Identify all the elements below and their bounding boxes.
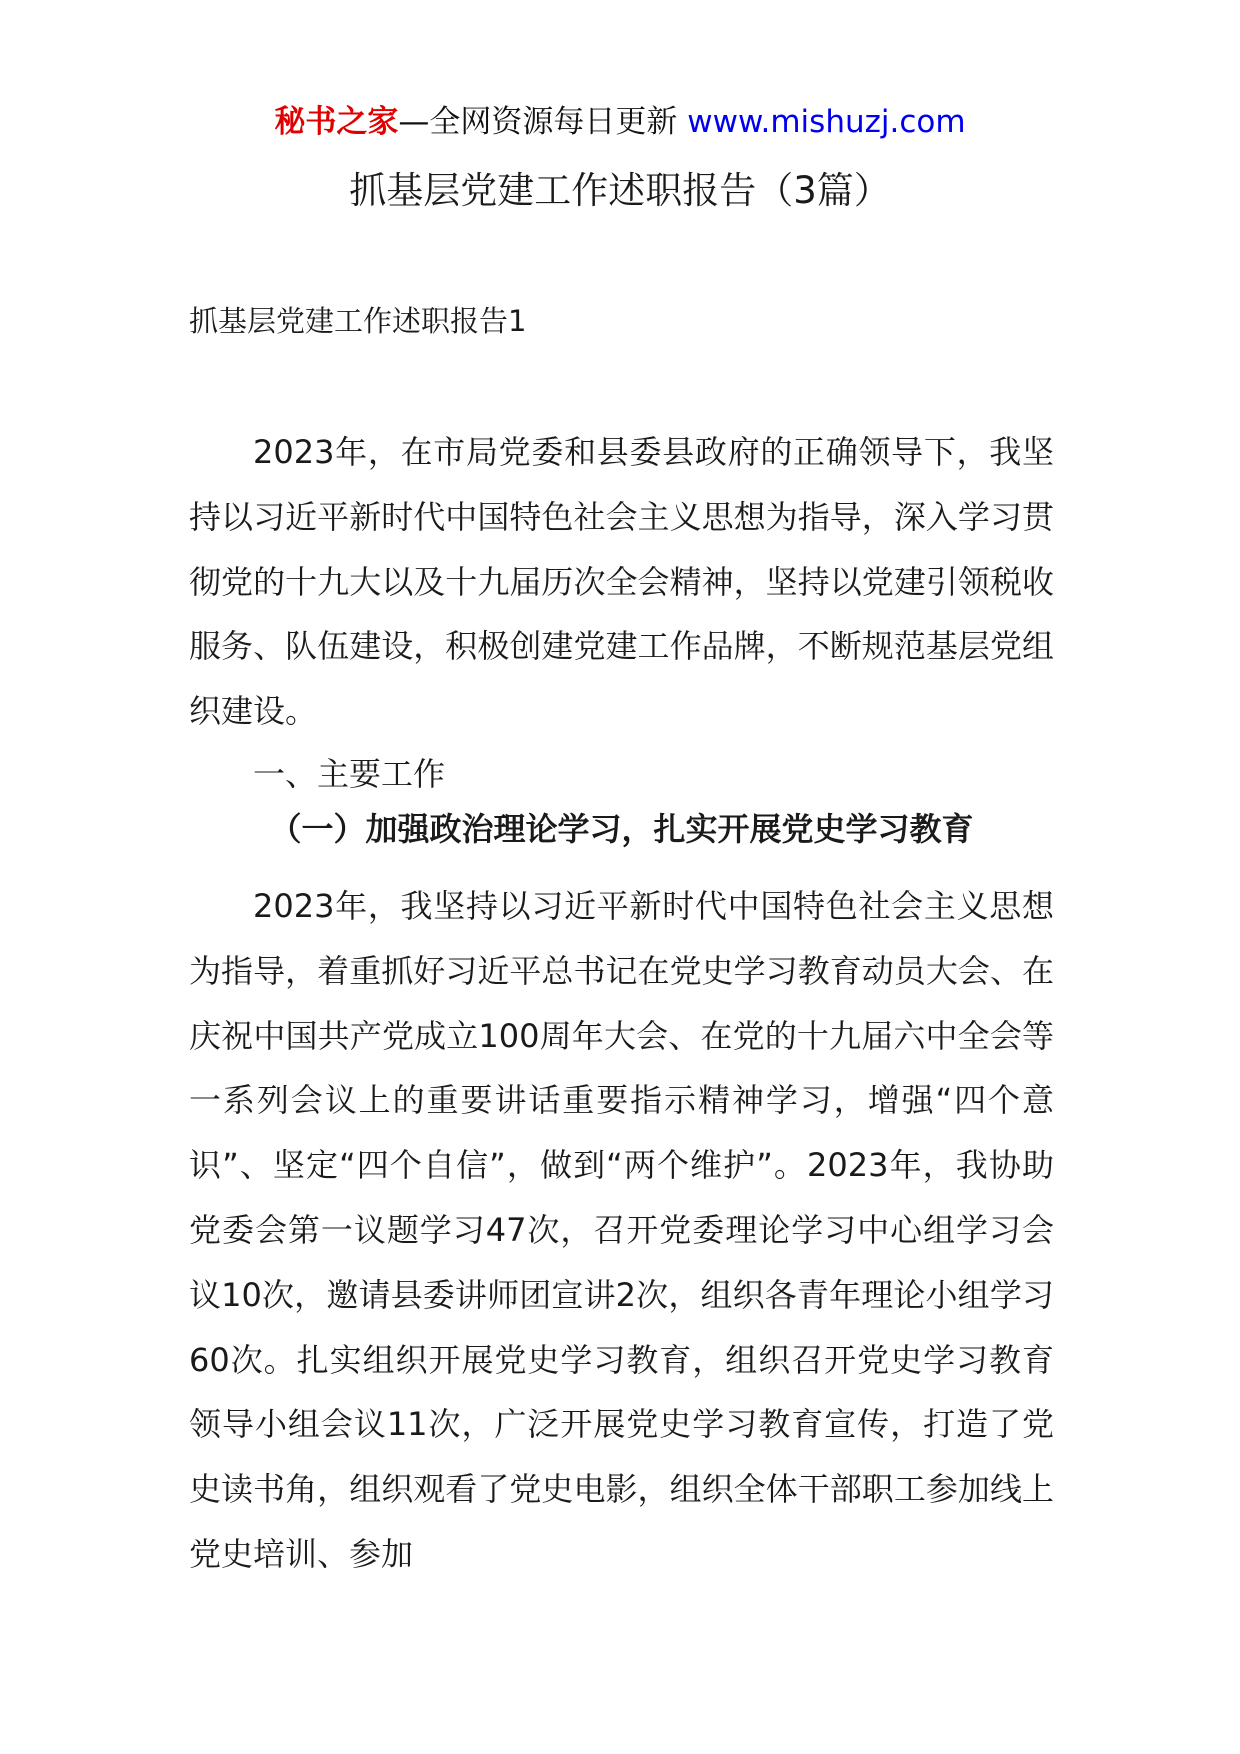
subheading-political-study: （一）加强政治理论学习，扎实开展党史学习教育 — [269, 810, 974, 848]
intro-paragraph: 2023年，在市局党委和县委县政府的正确领导下，我坚持以习近平新时代中国特色社会主义思想为指导，深入学习贯彻党的十九大以及十九届历次全会精神，坚持以党建引领税收服务、队伍建设，积极创建党建工作品牌，不断规范基层党组织建设。 — [189, 433, 1054, 731]
brand-name: 秘书之家 — [274, 104, 399, 140]
heading-main-work: 一、主要工作 — [253, 755, 446, 793]
banner-slogan: —全网资源每日更新 — [398, 104, 688, 140]
section-heading: 抓基层党建工作述职报告1 — [189, 304, 527, 338]
site-banner — [0, 100, 1240, 144]
document-title: 抓基层党建工作述职报告（3篇） — [349, 169, 891, 212]
site-url-link[interactable]: www.mishuzj.com — [687, 104, 966, 140]
study-paragraph: 2023年，我坚持以习近平新时代中国特色社会主义思想为指导，着重抓好习近平总书记在党史学习教育动员大会、在庆祝中国共产党成立100周年大会、在党的十九届六中全会等一系列会议上的重要讲话重要指示精神学习，增强“四个意识”、坚定“四个自信”，做到“两个维护”。2023年，我协助党委会第一议题学习47次，召开党委理论学习中心组学习会议10次，邀请县委讲师团宣讲2次，组织各青年理论小组学习60次。扎实组织开展党史学习教育，组织召开党史学习教育领导小组会议11次，广泛开展党史学习教育宣传，打造了党史读书角，组织观看了党史电影，组织全体干部职工参加线上党史培训、参加 — [189, 887, 1054, 1573]
